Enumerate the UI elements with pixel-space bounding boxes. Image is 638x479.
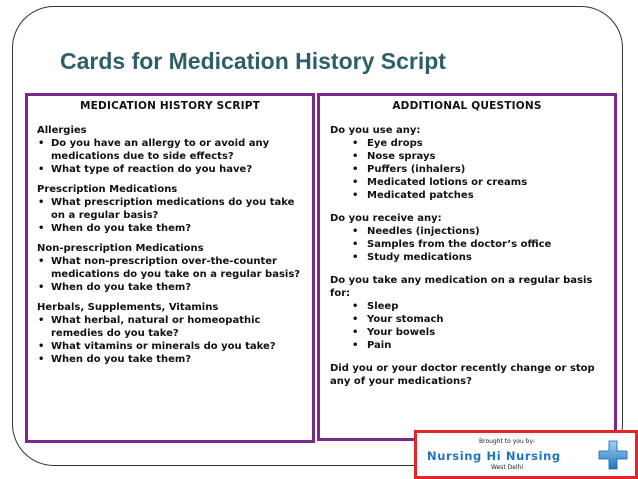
list-item: • When do you take them? — [37, 353, 305, 366]
section-title: Do you receive any: — [330, 213, 442, 224]
list-item: • Sleep — [330, 300, 607, 313]
bullet-list — [37, 314, 305, 366]
banner-location: West Delhi — [491, 464, 524, 471]
additional-questions-card — [317, 93, 617, 441]
list-item: • Your bowels — [330, 326, 607, 339]
list-item: • Your stomach — [330, 313, 607, 326]
list-item: • What vitamins or minerals do you take? — [37, 340, 305, 353]
banner-tagline: Brought to you by- — [479, 438, 536, 445]
list-item: • What non-prescription over-the-counter medications do you take on a regular basis? — [37, 255, 305, 281]
list-item: • When do you take them? — [37, 281, 305, 294]
list-item: • Do you have an allergy to or avoid any medications due to side effects? — [37, 137, 305, 163]
card-heading: MEDICATION HISTORY SCRIPT — [80, 100, 260, 112]
bullet-list — [330, 137, 607, 202]
list-item: • Study medications — [330, 251, 607, 264]
card-body — [320, 124, 614, 388]
list-item: • What herbal, natural or homeopathic remedies do you take? — [37, 314, 305, 340]
card-body — [28, 124, 312, 366]
list-item: • Needles (injections) — [330, 225, 607, 238]
list-item: • When do you take them? — [37, 222, 305, 235]
bullet-list — [37, 137, 305, 176]
card-heading: ADDITIONAL QUESTIONS — [392, 100, 542, 112]
section-title: Non-prescription Medications — [37, 243, 204, 254]
list-item: • Eye drops — [330, 137, 607, 150]
section-title: Prescription Medications — [37, 184, 178, 195]
list-item: • Medicated lotions or creams — [330, 176, 607, 189]
list-item: • What type of reaction do you have? — [37, 163, 305, 176]
banner-brand-name: Nursing Hi Nursing — [427, 449, 561, 463]
bullet-list — [37, 196, 305, 235]
list-item: • Puffers (inhalers) — [330, 163, 607, 176]
section-title: Allergies — [37, 125, 87, 136]
section-title: Herbals, Supplements, Vitamins — [37, 302, 219, 313]
list-item: • What prescription medications do you take on a regular basis? — [37, 196, 305, 222]
slide-title: Cards for Medication History Script — [60, 48, 446, 74]
medical-cross-icon — [597, 439, 629, 471]
bullet-list — [330, 300, 607, 352]
brand-banner — [414, 430, 638, 479]
bullet-list — [37, 255, 305, 294]
bullet-list — [330, 225, 607, 264]
list-item: • Pain — [330, 339, 607, 352]
list-item: • Medicated patches — [330, 189, 607, 202]
section-title: Did you or your doctor recently change or stop any of your medications? — [330, 363, 595, 387]
medication-history-card — [25, 93, 315, 443]
section-title: Do you use any: — [330, 125, 421, 136]
list-item: • Nose sprays — [330, 150, 607, 163]
section-title: Do you take any medication on a regular basis for: — [330, 275, 593, 299]
list-item: • Samples from the doctor’s office — [330, 238, 607, 251]
